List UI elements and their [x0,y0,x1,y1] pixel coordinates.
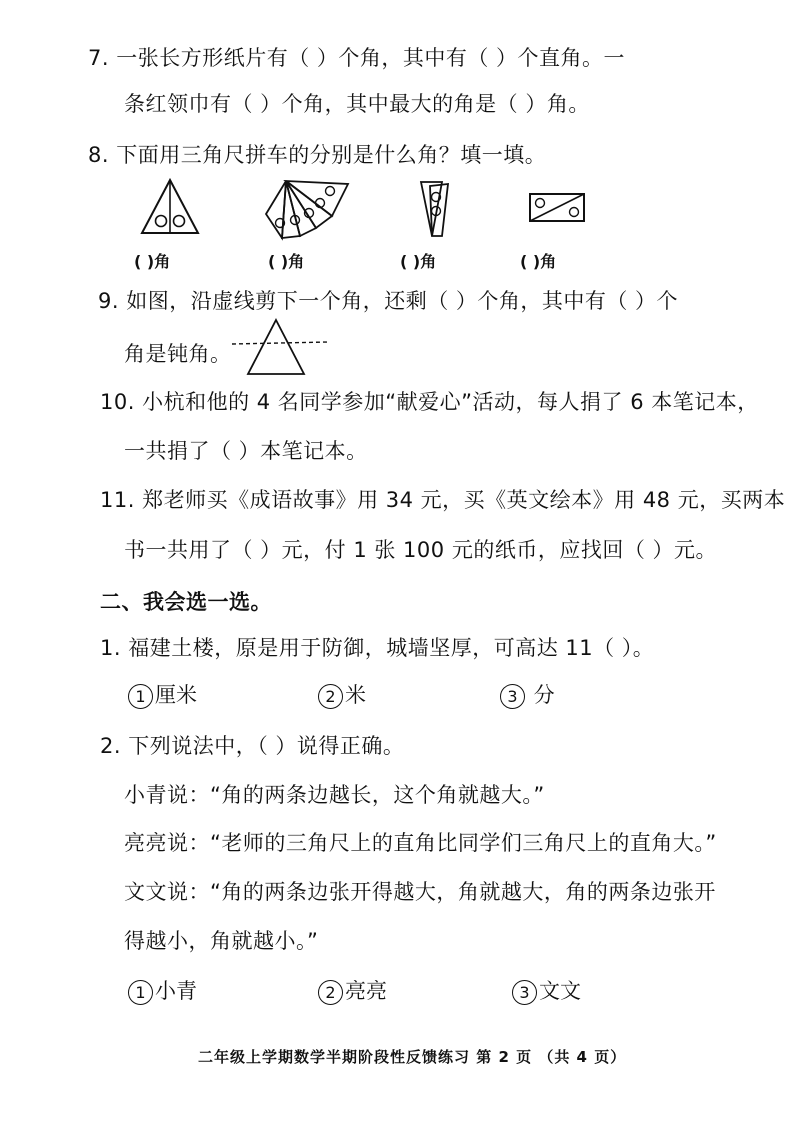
section2-title: 二、我会选一选。 [100,590,272,614]
figure-car-3 [418,180,454,240]
option-text: 亮亮 [345,979,387,1003]
option-number: 2 [318,980,343,1005]
s2q2-option-3 [512,977,581,1005]
option-number: 3 [512,980,537,1005]
option-text: 分 [527,683,555,707]
option-number: 1 [128,684,153,709]
q8-blank-4: ( )角 [520,252,557,271]
q7-line1: 7. 一张长方形纸片有（ ）个角，其中有（ ）个直角。一 [88,46,626,70]
s2q2-line1: 2. 下列说法中，（ ）说得正确。 [100,734,405,758]
option-number: 3 [500,684,525,709]
s2q1-line1: 1. 福建土楼，原是用于防御，城墙坚厚，可高达 11（ ）。 [100,636,655,660]
q11-line1: 11. 郑老师买《成语故事》用 34 元，买《英文绘本》用 48 元，买两本 [100,488,786,512]
cut-triangle-figure [232,318,332,378]
option-text: 厘米 [155,683,197,707]
figure-car-1 [140,178,200,238]
q8-blank-2: ( )角 [268,252,305,271]
s2q2-option-1 [128,977,197,1005]
option-number: 1 [128,980,153,1005]
s2q1-option-1 [128,681,197,709]
q8-blank-1: ( )角 [134,252,171,271]
figure-car-4 [528,192,588,226]
q11-line2: 书一共用了（ ）元，付 1 张 100 元的纸币，应找回（ ）元。 [124,538,717,562]
s2q2-line2: 小青说：“角的两条边越长，这个角就越大。” [124,783,545,807]
page-footer: 二年级上学期数学半期阶段性反馈练习 第 2 页 （共 4 页） [198,1048,627,1066]
s2q2-line4: 文文说：“角的两条边张开得越大，角就越大，角的两条边张开 [124,880,716,904]
option-number: 2 [318,684,343,709]
q8-blank-3: ( )角 [400,252,437,271]
s2q1-option-2 [318,681,366,709]
s2q2-line5: 得越小，角就越小。” [124,929,319,953]
q10-line1: 10. 小杭和他的 4 名同学参加“献爱心”活动，每人捐了 6 本笔记本， [100,390,759,414]
option-text: 小青 [155,979,197,1003]
q8-line1: 8. 下面用三角尺拼车的分别是什么角？填一填。 [88,143,547,167]
s2q2-line3: 亮亮说：“老师的三角尺上的直角比同学们三角尺上的直角大。” [124,831,717,855]
q7-line2: 条红领巾有（ ）个角，其中最大的角是（ ）角。 [124,92,590,116]
option-text: 米 [345,683,366,707]
s2q1-option-3 [500,681,555,709]
s2q2-option-2 [318,977,387,1005]
figure-car-2 [264,176,354,241]
q9-line2: 角是钝角。 [124,342,232,366]
q10-line2: 一共捐了（ ）本笔记本。 [124,439,368,463]
option-text: 文文 [539,979,581,1003]
q9-line1: 9. 如图，沿虚线剪下一个角，还剩（ ）个角，其中有（ ）个 [98,289,679,313]
